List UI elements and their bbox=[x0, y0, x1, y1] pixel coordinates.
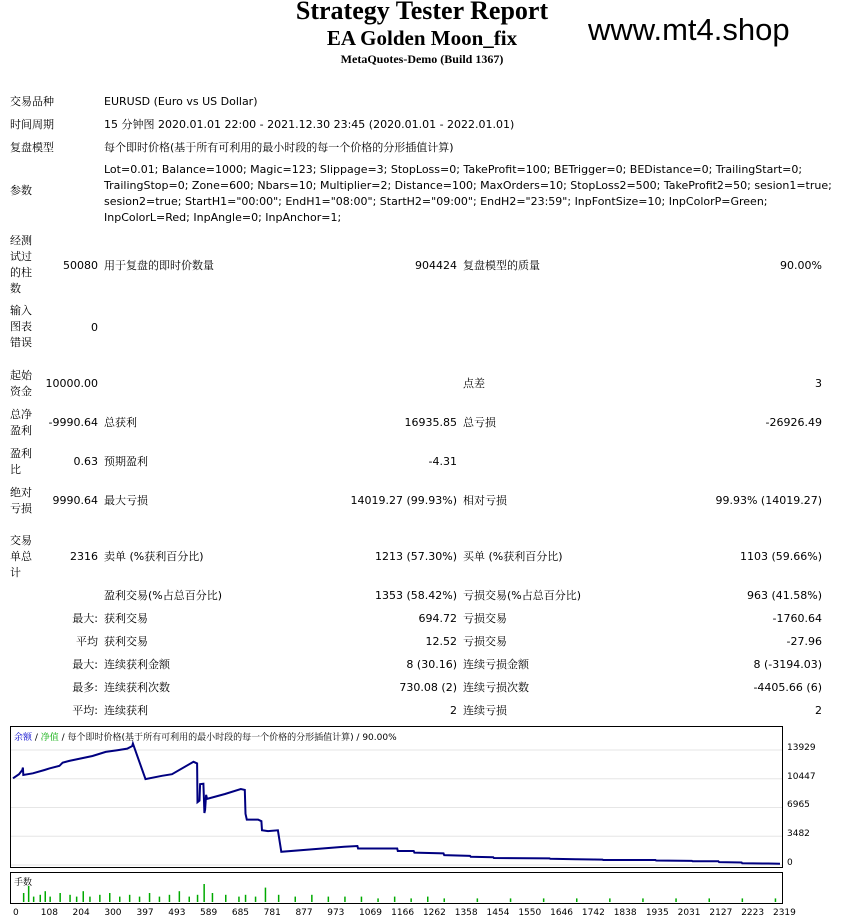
volume-bar bbox=[45, 891, 47, 902]
report-subtitle: EA Golden Moon_fix bbox=[326, 26, 518, 50]
net-profit-value: -9990.64 bbox=[48, 416, 98, 429]
loss-trades-value: 963 (41.58%) bbox=[746, 589, 822, 602]
abs-drawdown-value: 9990.64 bbox=[52, 494, 98, 507]
x-tick-label: 2127 bbox=[709, 908, 733, 918]
avg-profit-label: 获利交易 bbox=[104, 635, 148, 648]
rel-drawdown-value: 99.93% (14019.27) bbox=[715, 494, 822, 507]
volume-bar bbox=[295, 897, 297, 902]
volume-bar bbox=[212, 893, 214, 902]
long-trades-value: 1103 (59.66%) bbox=[739, 550, 822, 563]
largest-loss-label: 亏损交易 bbox=[463, 612, 507, 625]
long-trades-label: 买单 (%获利百分比) bbox=[463, 550, 563, 563]
report-title: Strategy Tester Report bbox=[295, 0, 549, 25]
gross-profit-label: 总获利 bbox=[104, 416, 137, 429]
x-tick-label: 1838 bbox=[613, 908, 637, 918]
volume-bar bbox=[576, 898, 578, 902]
y-tick-label: 6965 bbox=[787, 800, 810, 811]
avg-cons-win-value: 2 bbox=[450, 704, 457, 717]
x-tick-label: 1358 bbox=[454, 908, 478, 918]
errors-value: 0 bbox=[91, 321, 98, 334]
total-trades-value: 2316 bbox=[70, 550, 98, 563]
volume-bar bbox=[642, 898, 644, 902]
spread-value: 3 bbox=[815, 377, 822, 390]
volume-bar bbox=[169, 895, 171, 902]
volume-bar bbox=[255, 897, 256, 902]
volume-bar bbox=[225, 895, 227, 902]
balance-chart bbox=[10, 726, 783, 868]
avg-loss-label: 亏损交易 bbox=[463, 635, 507, 648]
largest-profit-label: 获利交易 bbox=[104, 612, 148, 625]
most-cons-loss-value: -4405.66 (6) bbox=[753, 681, 822, 694]
quality-label: 复盘模型的质量 bbox=[463, 259, 540, 272]
volume-bar bbox=[344, 897, 346, 902]
report-build: MetaQuotes-Demo (Build 1367) bbox=[340, 52, 504, 66]
volume-bar bbox=[775, 898, 777, 902]
errors-label: 输入图表错误 bbox=[10, 304, 32, 349]
loss-trades-label: 亏损交易(%占总百分比) bbox=[463, 589, 582, 602]
volume-bar bbox=[129, 895, 131, 902]
volume-bar bbox=[28, 886, 30, 902]
volume-bar bbox=[328, 897, 330, 902]
largest-prefix: 最大: bbox=[72, 612, 98, 625]
abs-drawdown-label: 绝对亏损 bbox=[10, 486, 32, 515]
volume-bar bbox=[23, 893, 25, 902]
expected-payoff-label: 预期盈利 bbox=[104, 455, 148, 468]
x-tick-label: 2319 bbox=[772, 908, 796, 918]
expected-payoff-value: -4.31 bbox=[428, 455, 457, 468]
legend-model: / 每个即时价格(基于所有可利用的最小时段的每一个价格的分形插值计算) / 90.00% bbox=[58, 733, 397, 743]
max-cons-loss-value: 8 (-3194.03) bbox=[753, 658, 822, 671]
bars-value: 50080 bbox=[63, 259, 98, 272]
volume-label: 手数 bbox=[14, 878, 33, 888]
x-tick-label: 2223 bbox=[741, 908, 765, 918]
x-tick-label: 2031 bbox=[677, 908, 701, 918]
volume-bar bbox=[159, 897, 161, 902]
x-tick-label: 1742 bbox=[581, 908, 605, 918]
volume-bar bbox=[394, 897, 396, 902]
volume-bar bbox=[189, 897, 191, 902]
volume-bar bbox=[265, 888, 267, 902]
volume-bar bbox=[543, 898, 545, 902]
x-tick-label: 493 bbox=[168, 908, 186, 918]
volume-bar bbox=[49, 897, 51, 902]
x-tick-label: 973 bbox=[327, 908, 345, 918]
volume-bar bbox=[89, 897, 91, 902]
volume-bar bbox=[709, 898, 711, 902]
params-label: 参数 bbox=[10, 184, 32, 197]
legend-equity: 净值 bbox=[40, 733, 59, 743]
y-tick-label: 3482 bbox=[787, 829, 810, 840]
most-consecutive-prefix: 最多: bbox=[72, 681, 98, 694]
watermark-text: www.mt4.shop bbox=[588, 12, 790, 47]
volume-bar bbox=[59, 893, 61, 902]
symbol-value: EURUSD (Euro vs US Dollar) bbox=[104, 95, 258, 108]
symbol-label: 交易品种 bbox=[10, 95, 54, 108]
volume-chart bbox=[10, 872, 783, 904]
params-value: Lot=0.01; Balance=1000; Magic=123; Slippage=3; StopLoss=0; TakeProfit=100; BETrigger=0; BEDistance=0; TrailingStart=0; TrailingStop=0; Zone=600; Nbars=10; Multiplier=2; Distance=100; MaxOrders=10; StopLoss2=500; TakeProfit2=50; sesion1=true; sesion2=true; StartH1="00:00"; EndH1="08:00"; StartH2="09:00"; EndH2="23:59"; InpFontSize=10; InpColorP=Green; InpColorL=Red; InpAngle=0; InpAnchor=1; bbox=[104, 163, 832, 224]
x-tick-label: 204 bbox=[72, 908, 90, 918]
profit-factor-label: 盈利比 bbox=[10, 447, 32, 476]
volume-bar bbox=[675, 898, 677, 902]
volume-bar bbox=[149, 893, 151, 902]
max-cons-win-value: 8 (30.16) bbox=[406, 658, 457, 671]
x-tick-label: 108 bbox=[40, 908, 58, 918]
volume-bar bbox=[139, 897, 141, 902]
x-tick-label: 1262 bbox=[422, 908, 446, 918]
x-tick-label: 781 bbox=[263, 908, 281, 918]
volume-plot bbox=[11, 873, 782, 903]
volume-bar bbox=[197, 895, 199, 902]
max-drawdown-value: 14019.27 (99.93%) bbox=[350, 494, 457, 507]
x-tick-label: 877 bbox=[295, 908, 313, 918]
model-value: 每个即时价格(基于所有可利用的最小时段的每一个价格的分形插值计算) bbox=[104, 141, 454, 154]
volume-bar bbox=[99, 895, 101, 902]
volume-bar bbox=[410, 898, 412, 902]
volume-bar bbox=[245, 895, 247, 902]
volume-bar bbox=[361, 897, 363, 902]
gross-loss-value: -26926.49 bbox=[765, 416, 822, 429]
most-cons-loss-label: 连续亏损次数 bbox=[463, 681, 529, 694]
quality-value: 90.00% bbox=[780, 259, 822, 272]
model-label: 复盘模型 bbox=[10, 141, 54, 154]
profit-trades-label: 盈利交易(%占总百分比) bbox=[104, 589, 223, 602]
max-drawdown-label: 最大亏损 bbox=[104, 494, 148, 507]
average-prefix: 平均 bbox=[76, 635, 98, 648]
net-profit-label: 总净盈利 bbox=[10, 408, 32, 437]
y-tick-label: 13929 bbox=[787, 742, 816, 753]
avg-profit-value: 12.52 bbox=[425, 635, 457, 648]
volume-bar bbox=[278, 895, 280, 902]
deposit-value: 10000.00 bbox=[45, 377, 98, 390]
volume-bar bbox=[238, 897, 240, 902]
x-tick-label: 685 bbox=[231, 908, 250, 918]
gross-loss-label: 总亏损 bbox=[463, 416, 496, 429]
balance-line bbox=[13, 744, 780, 864]
deposit-label: 起始资金 bbox=[10, 369, 32, 398]
y-tick-label: 0 bbox=[787, 858, 793, 868]
volume-bar bbox=[119, 897, 121, 902]
ticks-value: 904424 bbox=[415, 259, 457, 272]
volume-bar bbox=[444, 898, 446, 902]
x-tick-label: 1646 bbox=[550, 908, 574, 918]
x-tick-label: 1166 bbox=[391, 908, 415, 918]
volume-bar bbox=[510, 898, 512, 902]
volume-bar bbox=[477, 898, 479, 902]
volume-bar bbox=[203, 884, 205, 902]
short-trades-value: 1213 (57.30%) bbox=[374, 550, 457, 563]
avg-cons-loss-value: 2 bbox=[815, 704, 822, 717]
x-tick-label: 397 bbox=[136, 908, 154, 918]
bars-label: 经测试过的柱数 bbox=[10, 234, 32, 295]
volume-bar bbox=[40, 895, 42, 902]
volume-bar bbox=[109, 893, 111, 902]
x-tick-label: 1454 bbox=[486, 908, 510, 918]
y-tick-label: 10447 bbox=[787, 771, 816, 782]
most-cons-win-value: 730.08 (2) bbox=[399, 681, 457, 694]
max-cons-win-label: 连续获利金额 bbox=[104, 658, 170, 671]
avg-cons-win-label: 连续获利 bbox=[104, 704, 148, 717]
profit-factor-value: 0.63 bbox=[73, 455, 98, 468]
volume-bar bbox=[609, 898, 611, 902]
period-value: 15 分钟图 2020.01.01 22:00 - 2021.12.30 23:45 (2020.01.01 - 2022.01.01) bbox=[104, 118, 515, 131]
ticks-label: 用于复盘的即时价数量 bbox=[104, 259, 214, 272]
balance-chart-plot bbox=[11, 727, 782, 867]
most-cons-win-label: 连续获利次数 bbox=[104, 681, 170, 694]
spread-label: 点差 bbox=[463, 377, 485, 390]
legend-balance: 余额 bbox=[14, 733, 33, 743]
x-tick-label: 589 bbox=[200, 908, 218, 918]
rel-drawdown-label: 相对亏损 bbox=[463, 494, 507, 507]
volume-bar bbox=[33, 897, 35, 902]
gross-profit-value: 16935.85 bbox=[404, 416, 457, 429]
volume-bar bbox=[742, 898, 744, 902]
total-trades-label: 交易单总计 bbox=[10, 534, 32, 579]
avg-cons-loss-label: 连续亏损 bbox=[463, 704, 507, 717]
short-trades-label: 卖单 (%获利百分比) bbox=[104, 550, 204, 563]
largest-profit-value: 694.72 bbox=[418, 612, 457, 625]
chart-legend bbox=[14, 730, 397, 743]
volume-bar bbox=[311, 895, 313, 902]
max-consecutive-prefix: 最大: bbox=[72, 658, 98, 671]
volume-bar bbox=[377, 898, 379, 902]
largest-loss-value: -1760.64 bbox=[772, 612, 822, 625]
x-tick-label: 0 bbox=[13, 908, 19, 918]
avg-consecutive-prefix: 平均: bbox=[72, 704, 98, 717]
x-tick-label: 1935 bbox=[645, 908, 669, 918]
x-tick-label: 1550 bbox=[518, 908, 542, 918]
profit-trades-value: 1353 (58.42%) bbox=[374, 589, 457, 602]
x-tick-label: 300 bbox=[104, 908, 122, 918]
volume-bar bbox=[69, 895, 71, 902]
legend-sep: / bbox=[32, 733, 41, 743]
avg-loss-value: -27.96 bbox=[786, 635, 822, 648]
volume-bar bbox=[76, 897, 78, 902]
volume-bar bbox=[83, 891, 85, 902]
x-tick-label: 1069 bbox=[359, 908, 382, 918]
max-cons-loss-label: 连续亏损金额 bbox=[463, 658, 529, 671]
volume-bar bbox=[179, 891, 181, 902]
volume-bar bbox=[427, 897, 429, 902]
period-label: 时间周期 bbox=[10, 118, 54, 131]
